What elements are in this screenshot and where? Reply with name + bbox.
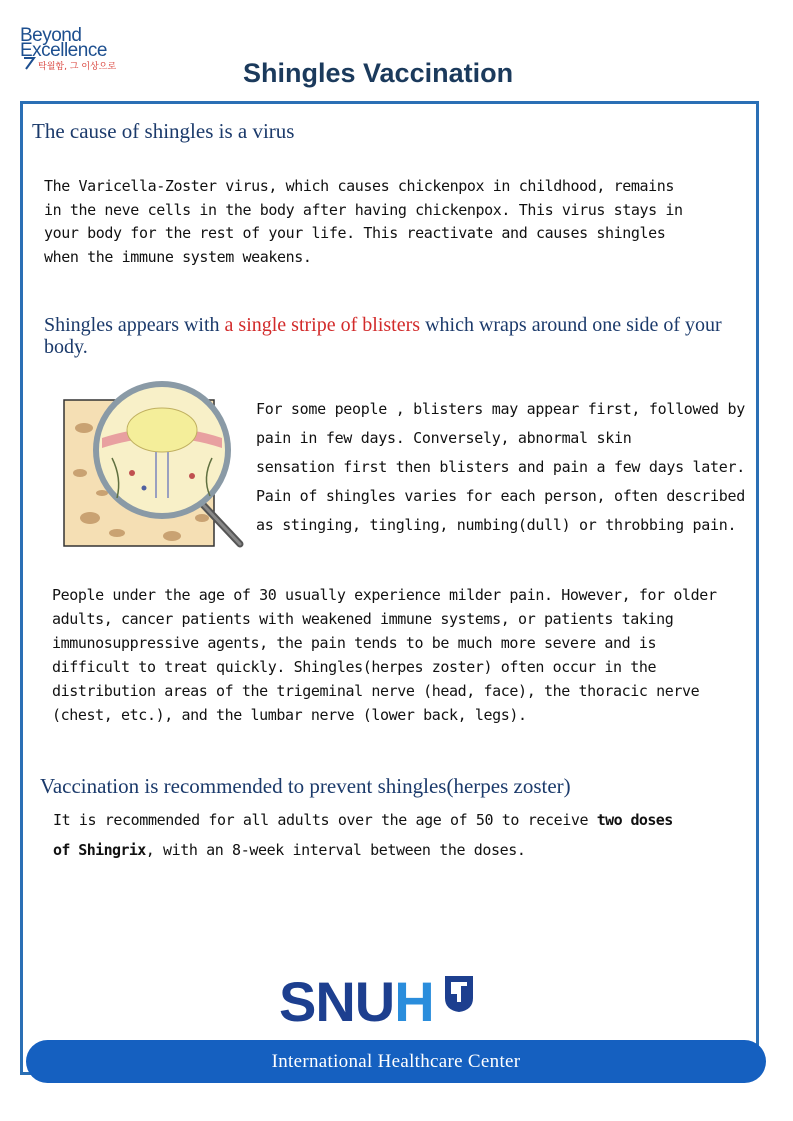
- page-title: Shingles Vaccination: [243, 58, 514, 88]
- footer-text: International Healthcare Center: [271, 1051, 521, 1072]
- snuh-h: H: [394, 970, 434, 1033]
- text-line: sensation first then blisters and pain a few days later.: [256, 458, 745, 476]
- beyond-excellence-logo: [20, 26, 132, 72]
- line2-bold: of Shingrix: [53, 841, 146, 859]
- logo-line1: Beyond: [20, 25, 82, 46]
- logo-slash-icon: [22, 56, 36, 70]
- text-line: adults, cancer patients with weakened immune systems, or patients taking: [52, 610, 674, 628]
- heading-start: Shingles appears with: [44, 314, 225, 336]
- text-line: distribution areas of the trigeminal nerve (head, face), the thoracic nerve: [52, 682, 700, 700]
- section2-heading: [44, 314, 764, 358]
- snuh-emblem-icon: [443, 974, 475, 1014]
- text-line: as stinging, tingling, numbing(dull) or throbbing pain.: [256, 516, 737, 534]
- section1-heading: The cause of shingles is a virus: [32, 119, 295, 143]
- snuh-sn: SNU: [279, 970, 395, 1033]
- text-line: in the neve cells in the body after having chickenpox. This virus stays in: [44, 200, 683, 219]
- section3-heading: Vaccination is recommended to prevent shingles(herpes zoster): [40, 774, 571, 798]
- snuh-logo: [279, 972, 479, 1032]
- footer-bar: [26, 1040, 766, 1083]
- text-line: [53, 835, 673, 865]
- text-line: The Varicella-Zoster virus, which causes chickenpox in childhood, remains: [44, 177, 675, 195]
- line1-bold: two doses: [596, 811, 673, 829]
- text-line: immunosuppressive agents, the pain tends to be much more severe and is: [52, 634, 657, 652]
- text-line: pain in few days. Conversely, abnormal skin: [256, 429, 632, 447]
- logo-korean-tagline: 탁월함, 그 이상으로: [38, 62, 117, 72]
- logo-line2: Excellence: [20, 40, 107, 61]
- text-line: difficult to treat quickly. Shingles(herpes zoster) often occur in the: [52, 658, 657, 676]
- text-line: People under the age of 30 usually experience milder pain. However, for older: [52, 586, 717, 604]
- snuh-wordmark: [279, 972, 434, 1032]
- text-line: [53, 805, 673, 835]
- section1-paragraph: [44, 175, 683, 270]
- skin-magnifier-illustration: [62, 378, 246, 550]
- heading-end: which wraps around one side of your body.: [44, 314, 722, 358]
- section3-paragraph: [53, 805, 673, 865]
- section2-side-paragraph: [256, 395, 745, 540]
- text-line: when the immune system weakens.: [44, 248, 312, 267]
- text-line: your body for the rest of your life. This reactivate and causes shingles: [44, 224, 666, 243]
- text-line: For some people , blisters may appear first, followed by: [256, 400, 745, 418]
- line2-end: , with an 8-week interval between the doses.: [145, 841, 526, 859]
- section2-paragraph: [52, 583, 717, 727]
- text-line: Pain of shingles varies for each person, often described: [256, 487, 745, 505]
- heading-highlight: a single stripe of blisters: [224, 314, 421, 336]
- line1-start: It is recommended for all adults over the age of 50 to receive: [53, 811, 597, 829]
- text-line: (chest, etc.), and the lumbar nerve (lower back, legs).: [52, 706, 527, 724]
